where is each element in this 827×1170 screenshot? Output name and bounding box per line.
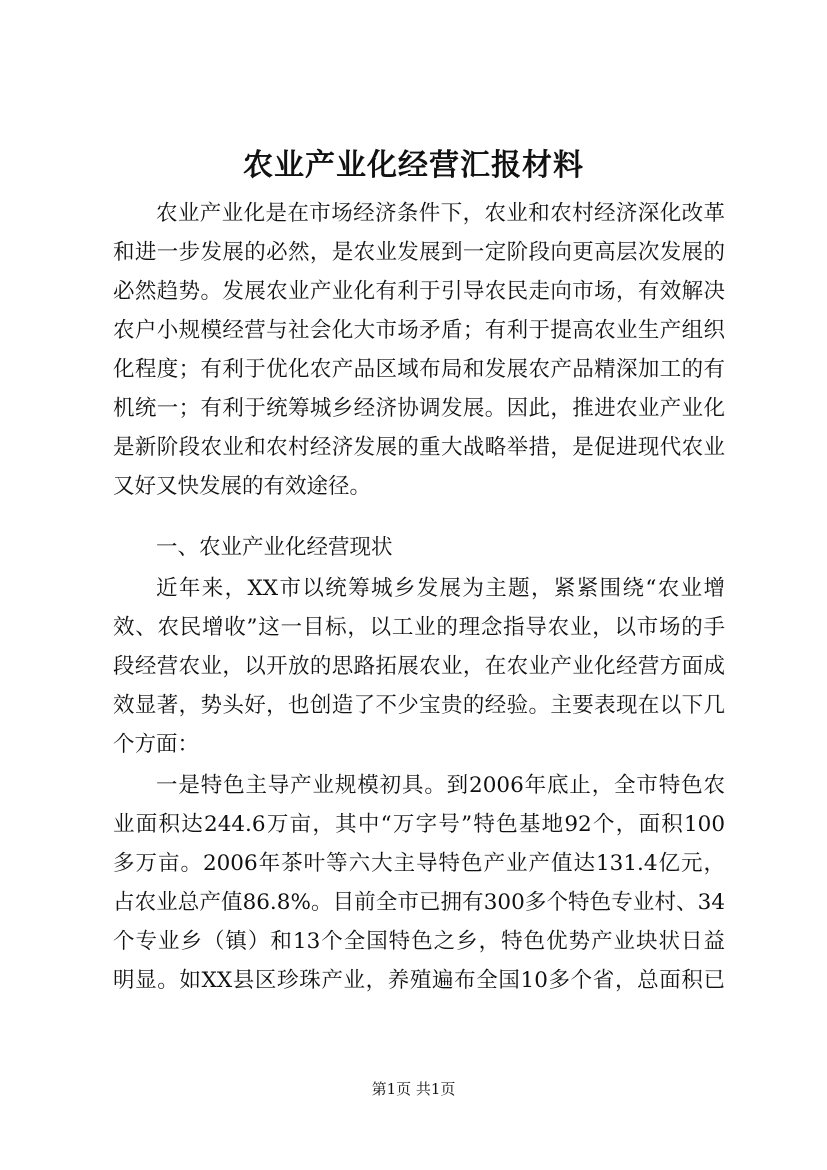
body-line: 个方面： bbox=[113, 732, 200, 757]
document-title: 农业产业化经营汇报材料 bbox=[243, 148, 584, 183]
body-line: 段经营农业，以开放的思路拓展农业，在农业产业化经营方面成 bbox=[113, 654, 725, 679]
body-line: 一是特色主导产业规模初具。到2006年底止，全市特色农 bbox=[156, 773, 725, 798]
body-line: 明显。如XX县区珍珠产业，养殖遍布全国10多个省，总面积已 bbox=[113, 968, 725, 993]
body-line: 农业产业化是在市场经济条件下，农业和农村经济深化改革 bbox=[156, 201, 725, 226]
body-line: 效、农民增收”这一目标，以工业的理念指导农业，以市场的手 bbox=[113, 615, 725, 640]
body-line: 效显著，势头好，也创造了不少宝贵的经验。主要表现在以下几 bbox=[113, 693, 725, 718]
page-number-footer: 第1页 共1页 bbox=[371, 1080, 456, 1098]
body-line: 又好又快发展的有效途径。 bbox=[113, 474, 372, 499]
body-line: 占农业总产值86.8%。目前全市已拥有300多个特色专业村、34 bbox=[113, 890, 725, 915]
body-line: 是新阶段农业和农村经济发展的重大战略举措，是促进现代农业 bbox=[113, 435, 725, 460]
body-line: 业面积达244.6万亩，其中“万字号”特色基地92个，面积100 bbox=[113, 812, 725, 837]
body-line: 多万亩。2006年茶叶等六大主导特色产业产值达131.4亿元， bbox=[113, 851, 725, 876]
body-line: 机统一；有利于统筹城乡经济协调发展。因此，推进农业产业化 bbox=[113, 396, 725, 421]
body-line: 个专业乡（镇）和13个全国特色之乡，特色优势产业块状日益 bbox=[113, 929, 725, 954]
body-line: 和进一步发展的必然，是农业发展到一定阶段向更高层次发展的 bbox=[113, 240, 725, 265]
body-line: 农户小规模经营与社会化大市场矛盾；有利于提高农业生产组织 bbox=[113, 318, 725, 343]
body-line: 必然趋势。发展农业产业化有利于引导农民走向市场，有效解决 bbox=[113, 279, 725, 304]
section-heading: 一、农业产业化经营现状 bbox=[156, 535, 393, 560]
body-line: 化程度；有利于优化农产品区域布局和发展农产品精深加工的有 bbox=[113, 357, 725, 382]
body-line: 近年来，XX市以统筹城乡发展为主题，紧紧围绕“农业增 bbox=[156, 576, 725, 601]
